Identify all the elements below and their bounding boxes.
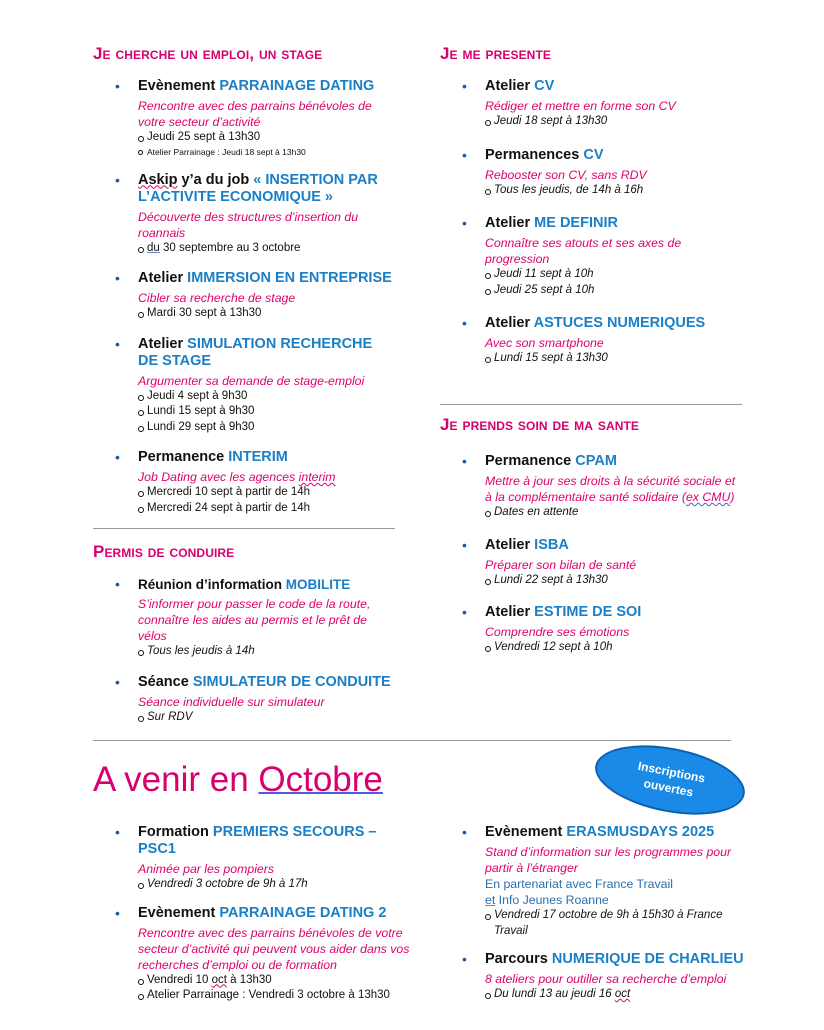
- item-heading: • Atelier ASTUCES NUMERIQUES: [485, 315, 706, 331]
- list-item: [93, 674, 393, 726]
- list-item: [440, 604, 745, 656]
- date-item: Atelier Parrainage : Jeudi 18 sept à 13h30: [138, 146, 393, 158]
- item-heading: • Askip y’a du job « INSERTION PAR L’ACTIVITE ECONOMIQUE »: [138, 171, 378, 205]
- item-description: Job Dating avec les agences interim: [138, 470, 336, 484]
- list-item: [93, 172, 393, 257]
- date-item: Vendredi 10 oct à 13h30: [138, 973, 413, 989]
- item-description: Connaître ses atouts et ses axes de progression: [485, 236, 682, 266]
- october-left: [93, 824, 413, 1004]
- date-item: Jeudi 25 sept à 10h: [485, 283, 745, 299]
- date-item: Vendredi 3 octobre de 9h à 17h: [138, 877, 413, 893]
- list-item: [93, 824, 413, 893]
- list-item: [93, 905, 413, 1004]
- item-description: Rencontre avec des parrains bénévoles de votre secteur d’activité qui peuvent vous aider dans vos recherches d’emploi ou de formation: [138, 925, 410, 972]
- list-item: [440, 315, 745, 367]
- section-title-sante: Je prends soin de ma sante: [440, 415, 640, 434]
- list-item: [93, 78, 393, 158]
- inscriptions-badge: Inscriptions ouvertes: [589, 734, 750, 826]
- item-heading: • Evènement PARRAINAGE DATING 2: [138, 904, 387, 921]
- item-heading: • Permanence CPAM: [485, 453, 617, 469]
- item-description: Découverte des structures d’insertion du roannais: [138, 209, 359, 240]
- list-item: [93, 576, 393, 660]
- list-item: [440, 147, 745, 199]
- item-description: Préparer son bilan de santé: [485, 557, 637, 572]
- item-heading: • Atelier IMMERSION EN ENTREPRISE: [138, 270, 392, 286]
- partner-text: et Info Jeunes Roanne: [485, 893, 609, 907]
- date-item: Mercredi 10 sept à partir de 14h: [138, 485, 393, 501]
- item-description: Mettre à jour ses droits à la sécurité sociale et à la complémentaire santé solidaire (ex CMU): [485, 474, 736, 504]
- section-title-permis: Permis de conduire: [93, 542, 235, 561]
- right-column: [440, 44, 745, 367]
- item-heading: • Atelier CV: [485, 78, 555, 94]
- item-description: Stand d’information sur les programmes pour partir à l’étranger: [485, 845, 732, 875]
- date-item: Lundi 15 sept à 13h30: [485, 351, 745, 367]
- date-item: Jeudi 4 sept à 9h30: [138, 389, 393, 405]
- item-heading: • Atelier ME DEFINIR: [485, 215, 618, 231]
- section-title-presente: Je me presente: [440, 44, 551, 63]
- date-item: Vendredi 12 sept à 10h: [485, 640, 745, 656]
- october-right: [440, 824, 745, 1003]
- item-heading: • Atelier ESTIME DE SOI: [485, 604, 642, 620]
- item-heading: • Permanences CV: [485, 146, 604, 163]
- date-item: Lundi 15 sept à 9h30: [138, 404, 393, 420]
- list-item: [440, 824, 745, 939]
- section-title-emploi: Je cherche un emploi, un stage: [93, 44, 323, 63]
- october-title: A venir en Octobre: [93, 760, 383, 799]
- date-item: Sur RDV: [138, 710, 393, 726]
- divider: [93, 740, 731, 741]
- date-item: Mercredi 24 sept à partir de 14h: [138, 501, 393, 517]
- item-description: Séance individuelle sur simulateur: [138, 694, 325, 709]
- item-heading: • Atelier SIMULATION RECHERCHE DE STAGE: [138, 335, 373, 369]
- list-item: [93, 449, 393, 516]
- item-description: Rencontre avec des parrains bénévoles de votre secteur d’activité: [138, 99, 372, 129]
- date-item: Jeudi 11 sept à 10h: [485, 267, 745, 283]
- item-heading: • Parcours NUMERIQUE DE CHARLIEU: [485, 951, 744, 967]
- list-item: [440, 951, 745, 1003]
- date-item: Dates en attente: [485, 505, 745, 521]
- date-item: Vendredi 17 octobre de 9h à 15h30 à France Travail: [485, 908, 745, 939]
- item-description: Argumenter sa demande de stage-emploi: [138, 373, 365, 388]
- date-item: Atelier Parrainage : Vendredi 3 octobre à 13h30: [138, 988, 413, 1004]
- divider: [93, 528, 395, 529]
- date-item: du 30 septembre au 3 octobre: [138, 241, 393, 257]
- date-item: Jeudi 25 sept à 13h30: [138, 130, 393, 146]
- list-item: [93, 270, 393, 322]
- date-item: Jeudi 18 sept à 13h30: [485, 114, 745, 130]
- left-column: [93, 44, 393, 516]
- list-item: [93, 336, 393, 436]
- item-description: S’informer pour passer le code de la route, connaître les aides au permis et le prêt de vélos: [138, 597, 371, 643]
- date-item: Du lundi 13 au jeudi 16 oct: [485, 987, 745, 1003]
- date-item: Lundi 22 sept à 13h30: [485, 573, 745, 589]
- date-item: Tous les jeudis à 14h: [138, 644, 393, 660]
- item-description: 8 ateliers pour outiller sa recherche d’emploi: [485, 972, 727, 986]
- item-heading: • Evènement ERASMUSDAYS 2025: [485, 824, 715, 840]
- item-description: Comprendre ses émotions: [485, 625, 630, 639]
- list-item: [440, 215, 745, 298]
- item-heading: • Atelier ISBA: [485, 536, 569, 553]
- item-heading: • Réunion d’information MOBILITE: [138, 577, 351, 592]
- list-item: [440, 453, 745, 521]
- item-description: Animée par les pompiers: [138, 862, 275, 876]
- item-description: Avec son smartphone: [485, 336, 604, 350]
- list-item: [440, 78, 745, 130]
- list-item: [440, 537, 745, 589]
- item-description: Rédiger et mettre en forme son CV: [485, 99, 676, 113]
- right-column-sante: [440, 415, 745, 656]
- item-heading: • Permanence INTERIM: [138, 449, 288, 465]
- date-item: Lundi 29 sept à 9h30: [138, 420, 393, 436]
- item-heading: • Séance SIMULATEUR DE CONDUITE: [138, 673, 391, 690]
- partner-text: En partenariat avec France Travail: [485, 877, 673, 891]
- date-item: Tous les jeudis, de 14h à 16h: [485, 183, 745, 199]
- left-column-permis: [93, 542, 393, 725]
- item-heading: • Formation PREMIERS SECOURS – PSC1: [138, 824, 377, 857]
- item-heading: • Evènement PARRAINAGE DATING: [138, 78, 375, 94]
- divider: [440, 404, 742, 405]
- item-description: Cibler sa recherche de stage: [138, 291, 296, 305]
- item-description: Rebooster son CV, sans RDV: [485, 167, 647, 182]
- date-item: Mardi 30 sept à 13h30: [138, 306, 393, 322]
